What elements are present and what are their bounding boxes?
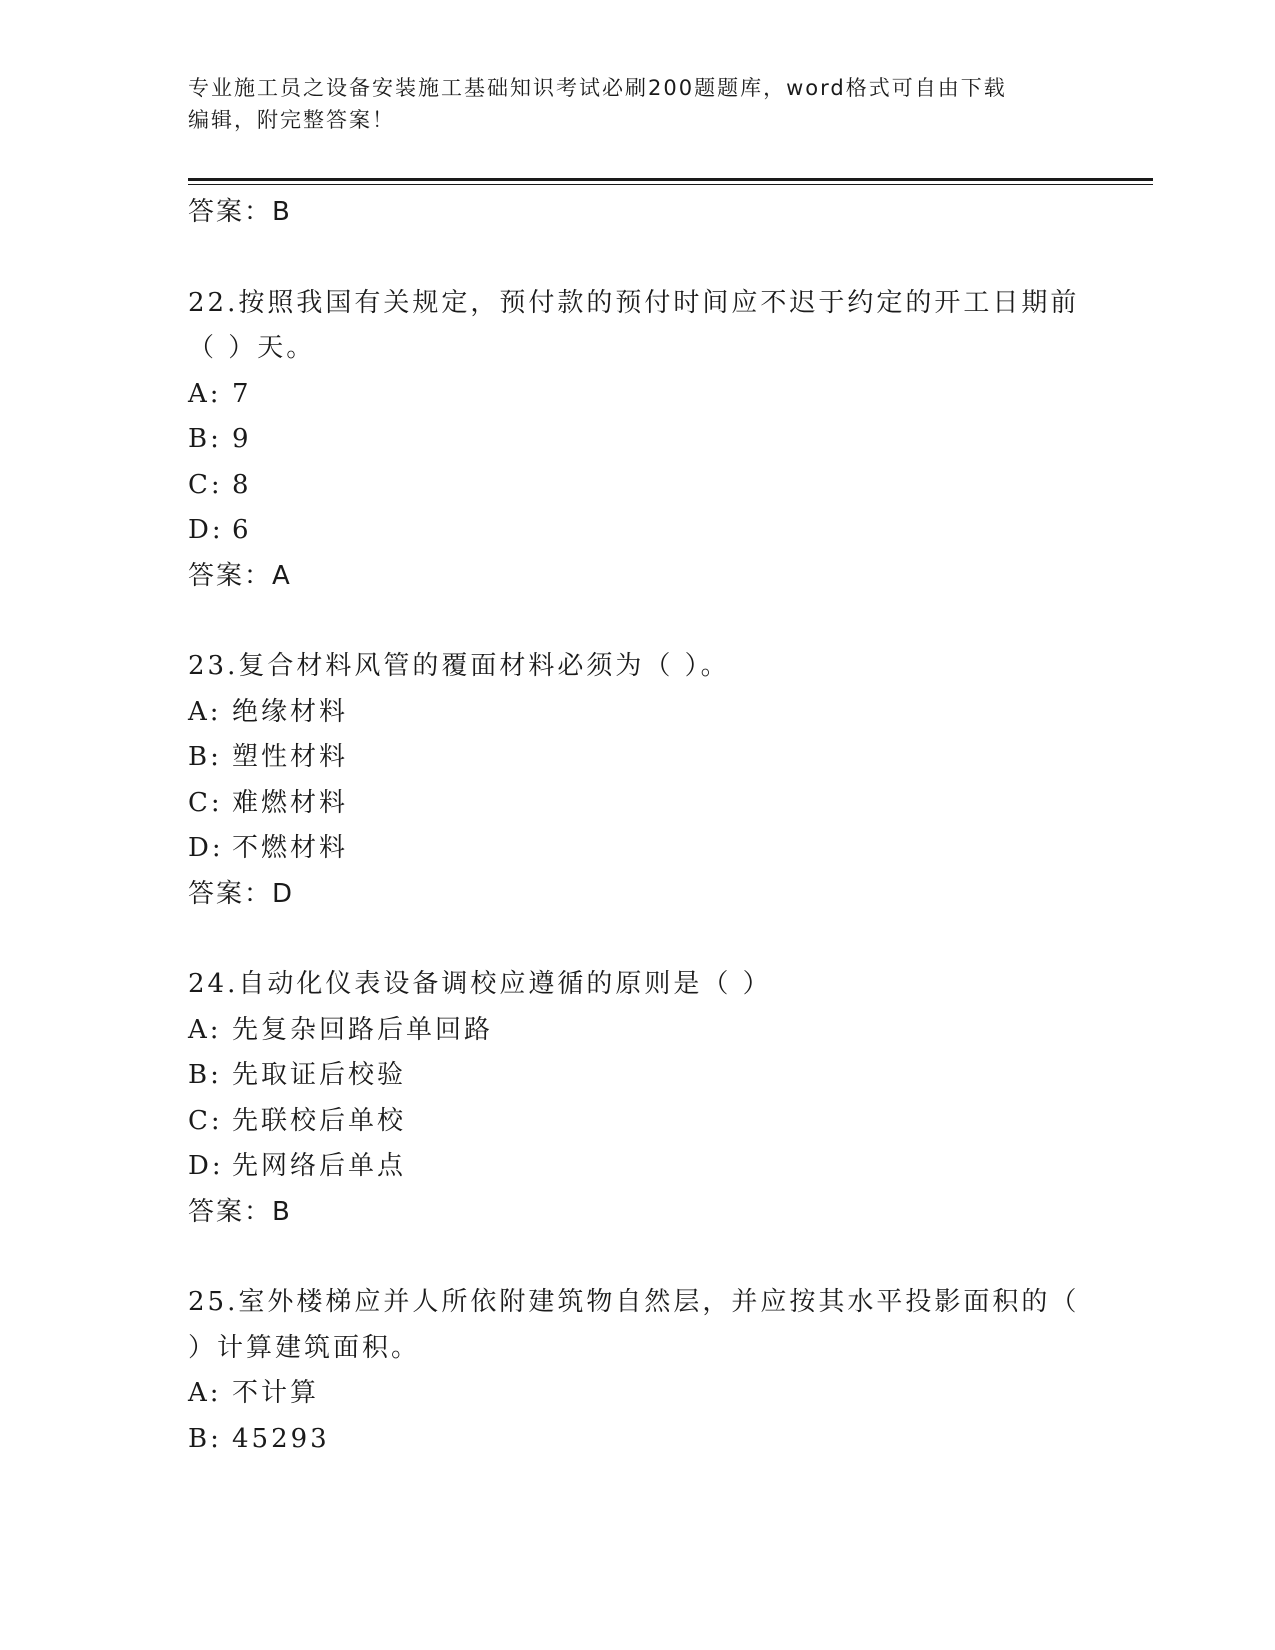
answer-21: 答案：B xyxy=(188,197,292,227)
question-22-text-line-2: （ ）天。 xyxy=(188,333,316,363)
option-22-c xyxy=(188,463,1088,509)
option-key: A: xyxy=(188,1014,222,1045)
question-23 xyxy=(188,644,1088,917)
question-24 xyxy=(188,962,1088,1235)
option-key: B: xyxy=(188,742,222,772)
header-line-2: 编辑，附完整答案！ xyxy=(188,108,395,132)
option-text: 先取证后校验 xyxy=(232,1060,407,1090)
question-25-text-line-2: ）计算建筑面积。 xyxy=(188,1332,421,1363)
option-text: 6 xyxy=(232,515,252,545)
option-22-b xyxy=(188,417,1088,463)
question-list xyxy=(188,190,1088,1462)
option-24-d xyxy=(188,1144,1088,1190)
question-25 xyxy=(188,1280,1088,1462)
question-22-text-line-1: 22.按照我国有关规定，预付款的预付时间应不迟于约定的开工日期前 xyxy=(188,287,1080,318)
question-24-text: 24.自动化仪表设备调校应遵循的原则是（ ） xyxy=(188,969,772,999)
option-text: 7 xyxy=(232,378,252,409)
option-text: 45293 xyxy=(232,1423,330,1454)
option-text: 8 xyxy=(232,469,252,500)
document-header xyxy=(188,72,1088,136)
option-key: C: xyxy=(188,787,223,818)
option-key: D: xyxy=(188,515,224,545)
answer-22: 答案：A xyxy=(188,560,292,591)
option-23-d xyxy=(188,826,1088,872)
option-key: A: xyxy=(188,1378,222,1408)
answer-24: 答案：B xyxy=(188,1196,292,1227)
option-key: C: xyxy=(188,469,223,500)
option-text: 先复杂回路后单回路 xyxy=(232,1014,494,1045)
option-23-a xyxy=(188,690,1088,736)
option-24-c xyxy=(188,1099,1088,1145)
option-text: 不计算 xyxy=(232,1378,320,1408)
header-divider-thick xyxy=(188,178,1153,181)
option-text: 先联校后单校 xyxy=(232,1105,407,1136)
option-24-b xyxy=(188,1053,1088,1099)
option-22-a xyxy=(188,372,1088,418)
option-key: B: xyxy=(188,1423,222,1454)
option-text: 不燃材料 xyxy=(232,833,349,863)
option-key: B: xyxy=(188,424,222,454)
question-25-text-line-1: 25.室外楼梯应并人所依附建筑物自然层，并应按其水平投影面积的（ xyxy=(188,1287,1080,1317)
header-line-1: 专业施工员之设备安装施工基础知识考试必刷200题题库，word格式可自由下载 xyxy=(188,76,1007,100)
option-text: 塑性材料 xyxy=(232,742,349,772)
option-text: 先网络后单点 xyxy=(232,1151,407,1181)
option-25-a xyxy=(188,1371,1088,1417)
option-23-b xyxy=(188,735,1088,781)
answer-23: 答案：D xyxy=(188,878,295,909)
option-text: 9 xyxy=(232,424,252,454)
question-22 xyxy=(188,281,1088,600)
option-25-b xyxy=(188,1417,1088,1463)
option-24-a xyxy=(188,1008,1088,1054)
option-text: 难燃材料 xyxy=(232,787,349,818)
option-22-d xyxy=(188,508,1088,554)
option-key: A: xyxy=(188,696,222,727)
option-23-c xyxy=(188,781,1088,827)
option-text: 绝缘材料 xyxy=(232,696,349,727)
option-key: C: xyxy=(188,1105,223,1136)
option-key: A: xyxy=(188,378,222,409)
header-divider-thin xyxy=(188,184,1153,185)
option-key: D: xyxy=(188,833,224,863)
question-23-text: 23.复合材料风管的覆面材料必须为（ ）。 xyxy=(188,651,730,681)
option-key: B: xyxy=(188,1060,222,1090)
option-key: D: xyxy=(188,1151,224,1181)
